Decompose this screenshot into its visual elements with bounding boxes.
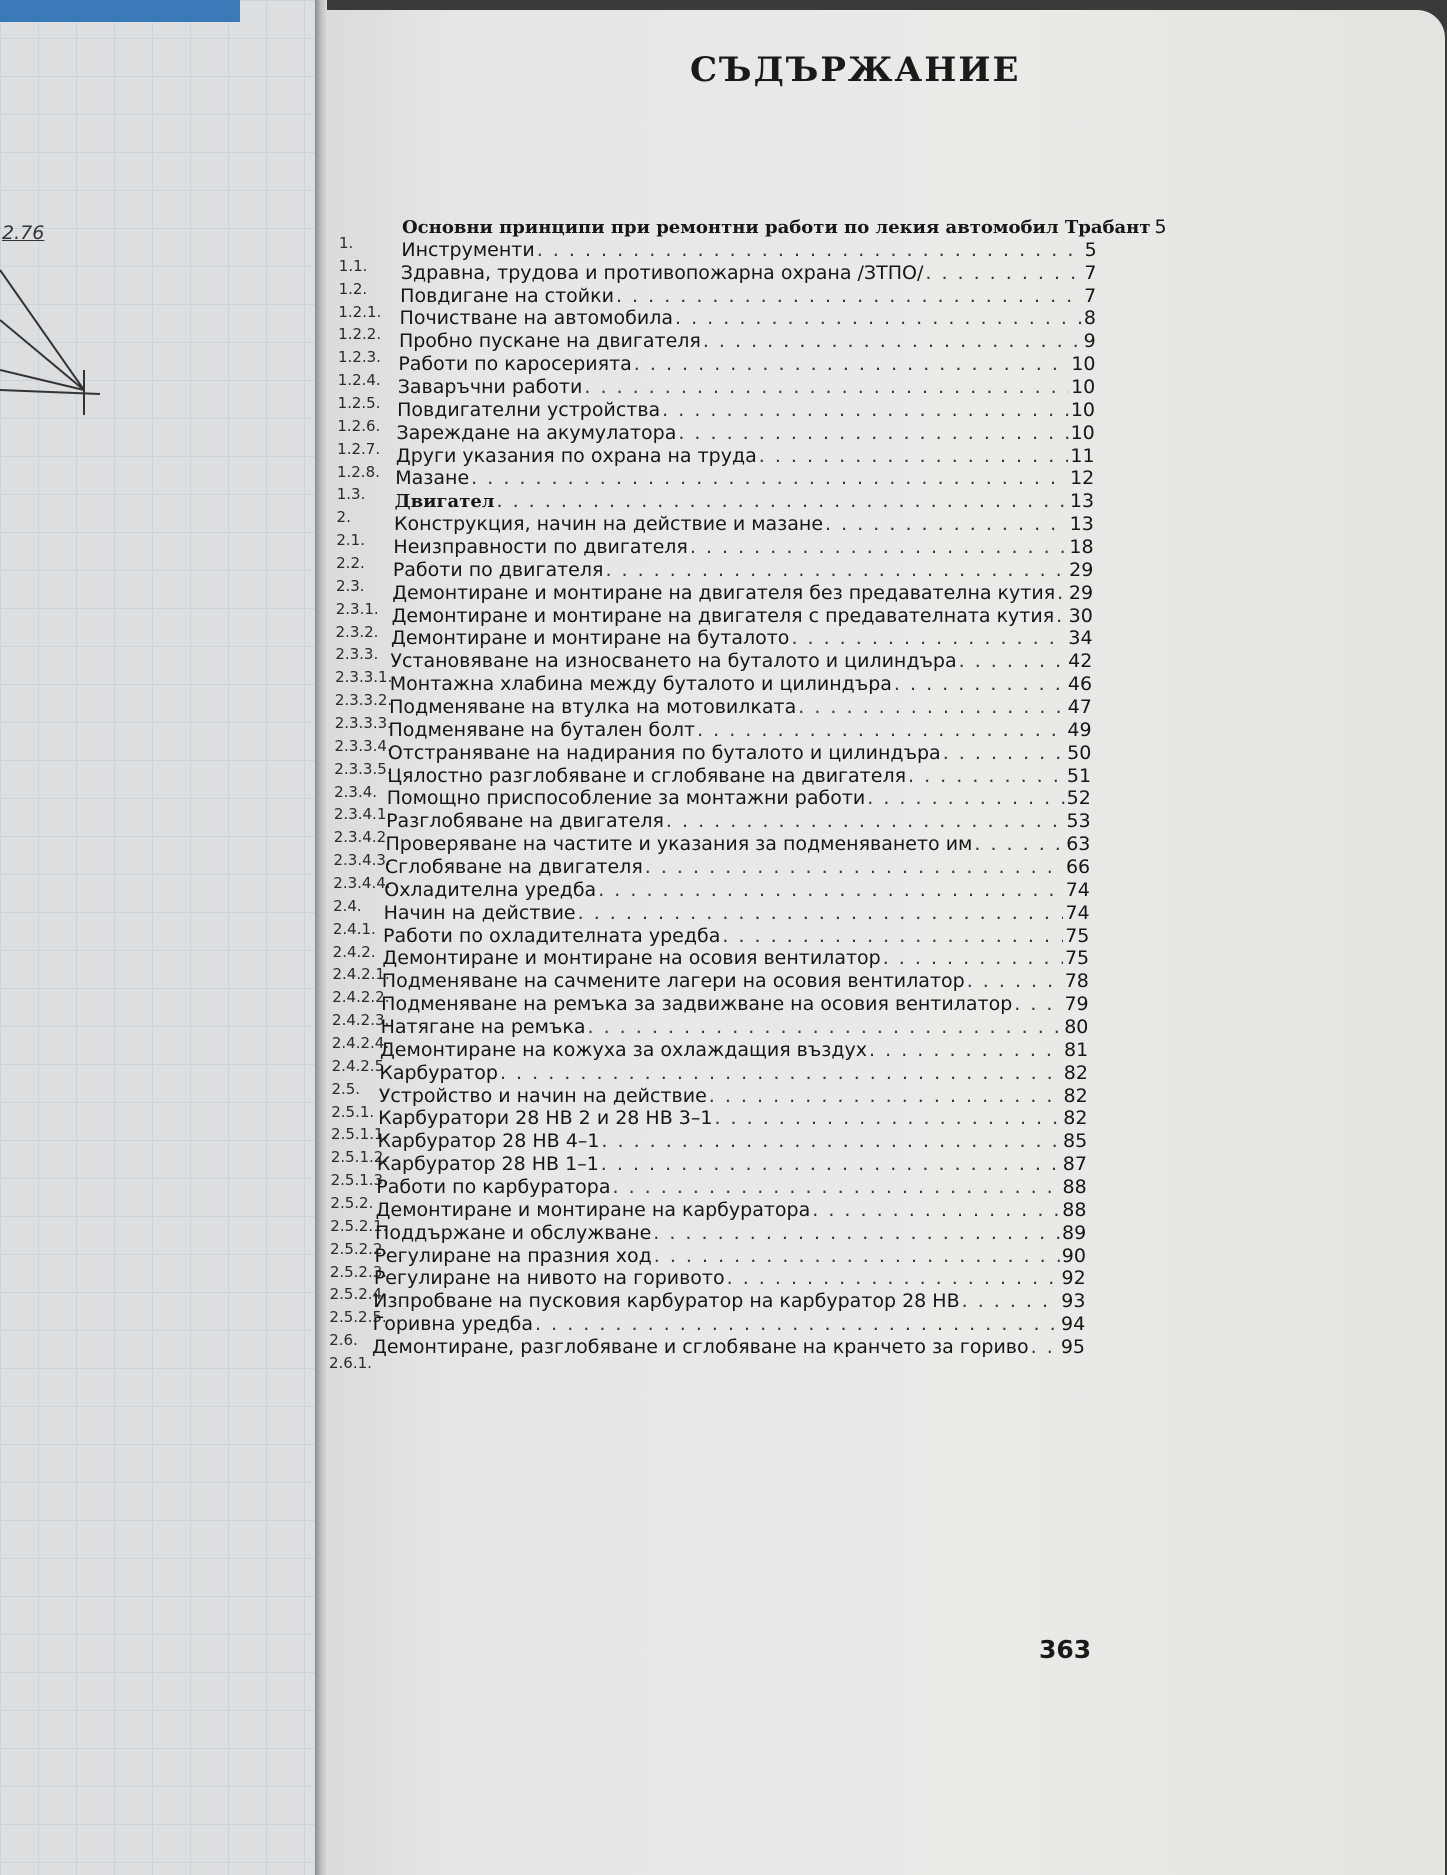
toc-number: 2.3. (335, 576, 365, 595)
toc-page-number: 46 (1067, 673, 1093, 696)
toc-number: 2. (336, 508, 351, 527)
toc-leader-dots (471, 467, 1068, 489)
toc-number: 2.5.2.4. (329, 1285, 387, 1304)
toc-number: 2.3.3. (335, 645, 379, 664)
toc-entry[interactable] (383, 925, 1089, 947)
blue-tab (0, 0, 240, 22)
toc-leader-dots (722, 925, 1063, 947)
toc-entry[interactable] (393, 536, 1093, 558)
toc-entry[interactable] (374, 1245, 1086, 1267)
toc-entry-title: Демонтиране и монтиране на осовия вентилатор (382, 947, 881, 970)
toc-page-number: 51 (1066, 764, 1092, 787)
toc-page-number: 82 (1063, 1061, 1088, 1084)
toc-entry-title: Подменяване на бутален болт (388, 718, 696, 741)
toc-entry-title: Регулиране на празния ход (374, 1244, 652, 1267)
toc-leader-dots (812, 1199, 1060, 1221)
toc-page-number: 42 (1068, 650, 1093, 673)
toc-number: 2.5.1.1. (331, 1125, 389, 1144)
toc-page-number: 85 (1063, 1130, 1088, 1153)
toc-page-number: 88 (1062, 1198, 1087, 1221)
toc-entry-title: Сглобяване на двигателя (384, 856, 643, 878)
toc-number: 2.3.3.1. (335, 668, 393, 687)
toc-entry[interactable] (382, 970, 1089, 992)
toc-entry[interactable] (381, 1016, 1089, 1038)
page-number: 363 (1039, 1635, 1092, 1664)
toc-page-number: 49 (1067, 718, 1092, 741)
toc-page-number: 11 (1070, 444, 1095, 467)
toc-leader-dots (662, 399, 1069, 421)
toc-leader-dots (613, 1176, 1061, 1198)
toc-leader-dots (675, 307, 1082, 329)
toc-entry-title: Подменяване на втулка на мотовилката (389, 696, 797, 718)
toc-page-number: 29 (1068, 581, 1094, 604)
toc-entry[interactable] (398, 376, 1096, 398)
toc-entry-title: Мазане (395, 467, 470, 490)
toc-page-number: 9 (1083, 330, 1096, 353)
toc-entry-title: Охладителна уредба (384, 878, 597, 901)
toc-page-number: 94 (1061, 1313, 1086, 1336)
toc-leader-dots (869, 1039, 1062, 1061)
toc-entry-title: Помощно приспособление за монтажни работи (386, 787, 866, 810)
toc-entry[interactable] (379, 1062, 1088, 1084)
toc-number: 2.4.1. (332, 919, 376, 938)
toc-entry-title: Отстраняване на надирания по буталото и цилиндъра (387, 741, 941, 764)
toc-entry-title: Цялостно разглобяване и сглобяване на двигателя (387, 764, 907, 787)
toc-page-number: 7 (1084, 261, 1097, 284)
toc-entry[interactable] (397, 399, 1095, 421)
toc-number: 2.4.2.5. (331, 1056, 389, 1075)
toc-page-number: 10 (1071, 376, 1096, 398)
toc-entry[interactable] (401, 239, 1096, 261)
toc-number: 2.5.1.3. (330, 1171, 388, 1190)
toc-entry-title: Работи по охладителната уредба (383, 924, 721, 947)
toc-page-number: 12 (1070, 467, 1095, 490)
toc-entry-title: Горивна уредба (372, 1313, 534, 1336)
toc-entry[interactable] (393, 559, 1094, 581)
toc-entry-title: Подменяване на сачмените лагери на осовия вентилатор (381, 970, 965, 993)
toc-leader-dots (537, 239, 1083, 261)
toc-leader-dots (967, 970, 1063, 992)
toc-page-number: 30 (1068, 604, 1093, 627)
toc-number: 1.2.6. (337, 416, 381, 435)
toc-entry-title: Двигател (394, 491, 495, 513)
toc-entry[interactable] (396, 445, 1095, 467)
toc-page-number: 66 (1065, 856, 1091, 878)
toc-page-number: 10 (1070, 421, 1095, 444)
toc-number: 2.4.2.3. (332, 1011, 390, 1030)
toc-number: 1.3. (336, 485, 366, 504)
toc-number: 2.1. (336, 531, 365, 550)
toc-leader-dots (791, 627, 1066, 649)
toc-entry-title: Карбуратори 28 HB 2 и 28 HB 3–1 (378, 1107, 713, 1130)
toc-leader-dots (535, 1313, 1059, 1335)
toc-page-number: 18 (1069, 536, 1094, 558)
toc-entry-title: Повдигателни устройства (397, 398, 661, 421)
toc-entry[interactable] (376, 1199, 1087, 1221)
toc-number: 2.3.4.2. (333, 828, 391, 847)
toc-entry[interactable] (385, 833, 1090, 855)
toc-leader-dots (598, 879, 1063, 901)
toc-entry[interactable] (372, 1336, 1085, 1358)
toc-entry-title: Заваръчни работи (397, 376, 583, 398)
toc-entry[interactable] (392, 582, 1093, 604)
toc-number: 2.3.4.1. (333, 805, 392, 824)
toc-entry[interactable] (395, 467, 1094, 489)
toc-entry-title: Подменяване на ремъка за задвижване на осовия вентилатор (381, 993, 1013, 1016)
toc-entry-title: Демонтиране и монтиране на буталото (390, 627, 790, 650)
toc-number: 2.3.3.3. (334, 714, 392, 732)
toc-entry-title: Установяване на износването на буталото и цилиндъра (390, 650, 957, 673)
toc-leader-dots (588, 1016, 1063, 1038)
toc-entry-title: Зареждане на акумулатора (396, 421, 677, 444)
table-of-contents (327, 10, 1445, 1875)
toc-entry[interactable] (394, 513, 1094, 535)
toc-leader-dots (601, 1153, 1061, 1175)
toc-entry-title: Карбуратор (379, 1061, 498, 1084)
toc-leader-dots (634, 353, 1070, 375)
toc-entry[interactable] (387, 787, 1091, 809)
toc-number: 2.6. (329, 1331, 358, 1350)
toc-entry-title: Почистване на автомобила (399, 307, 673, 330)
toc-entry-title: Проверяване на частите и указания за подменяването им (385, 833, 973, 856)
toc-entry-title: Инструменти (401, 238, 535, 261)
toc-page-number: 52 (1066, 787, 1091, 810)
toc-section-header[interactable] (395, 490, 1094, 512)
toc-leader-dots (709, 1085, 1062, 1107)
toc-entry-title: Конструкция, начин на действие и мазане (394, 513, 824, 536)
toc-entry-title: Основни принципи при ремонтни работи по лекия автомобил Трабант (402, 217, 1151, 238)
toc-number: 2.5.1.2. (330, 1148, 389, 1167)
toc-page-number: 8 (1083, 307, 1097, 330)
toc-page-number: 74 (1065, 878, 1090, 901)
toc-entry[interactable] (385, 856, 1090, 878)
toc-leader-dots (714, 1107, 1061, 1129)
toc-page-number: 78 (1064, 970, 1089, 993)
toc-number: 2.3.3.5. (334, 759, 392, 778)
toc-leader-dots (653, 1222, 1060, 1244)
toc-leader-dots (974, 833, 1064, 855)
toc-leader-dots (703, 330, 1082, 352)
toc-entry-title: Поддържане и обслужване (375, 1221, 652, 1244)
toc-leader-dots (943, 742, 1065, 764)
toc-leader-dots (1057, 582, 1067, 604)
toc-entry[interactable] (373, 1313, 1086, 1335)
toc-page-number: 29 (1069, 558, 1094, 581)
toc-entry[interactable] (380, 1039, 1088, 1061)
toc-leader-dots (1056, 605, 1066, 627)
toc-number: 1.2.8. (336, 462, 380, 481)
toc-page-number: 53 (1066, 810, 1091, 833)
toc-entry-title: Работи по двигателя (392, 558, 604, 581)
toc-entry-title: Изпробване на пусковия карбуратор на карбуратор 28 HB (373, 1290, 960, 1313)
toc-number: 1.2.5. (337, 394, 381, 412)
toc-page-number: 82 (1063, 1107, 1088, 1130)
toc-entry[interactable] (381, 993, 1088, 1015)
toc-entry-title: Демонтиране, разглобяване и сглобяване на кранчето за гориво (372, 1336, 1029, 1358)
toc-number: 2.3.4.4. (333, 874, 391, 892)
toc-page-number: 74 (1065, 901, 1090, 924)
toc-number: 1.2.7. (337, 439, 381, 458)
toc-number: 2.3.4. (334, 782, 378, 801)
toc-entry[interactable] (389, 696, 1092, 718)
toc-number: 2.5.1. (331, 1102, 375, 1121)
toc-number: 2.3.3.4. (334, 736, 392, 755)
toc-number: 2.3.3.2. (334, 691, 393, 710)
toc-leader-dots (883, 947, 1063, 969)
toc-number: 2.4.2. (332, 942, 376, 961)
toc-leader-dots (798, 696, 1065, 718)
toc-number: 2.5.2.1. (330, 1216, 388, 1235)
contents-page (327, 10, 1445, 1875)
toc-number: 1.2.4. (337, 371, 381, 390)
toc-entry[interactable] (377, 1153, 1087, 1175)
figure-label: 2.76 (2, 222, 45, 244)
toc-entry[interactable] (373, 1290, 1085, 1312)
toc-entry-title: Демонтиране и монтиране на карбуратора (375, 1198, 811, 1221)
toc-entry-title: Пробно пускане на двигателя (398, 330, 701, 353)
toc-entry[interactable] (379, 1085, 1088, 1107)
toc-number: 2.5. (331, 1079, 361, 1098)
toc-number: 2.4.2.2. (332, 988, 390, 1007)
toc-number: 2.6.1. (329, 1354, 372, 1372)
toc-page-number: 93 (1061, 1290, 1086, 1313)
toc-leader-dots (678, 422, 1068, 444)
toc-page-number: 47 (1067, 696, 1092, 718)
toc-entry[interactable] (386, 810, 1091, 832)
toc-leader-dots (1031, 1336, 1059, 1358)
toc-number: 2.4. (333, 896, 362, 915)
toc-number: 2.4.2.1. (332, 965, 390, 984)
toc-entry-title: Демонтиране на кожуха за охлаждащия въздух (379, 1038, 868, 1061)
toc-page-number: 75 (1064, 947, 1090, 970)
toc-number: 1.2.2. (338, 325, 382, 344)
toc-leader-dots (867, 787, 1064, 809)
toc-number: 1.2.1. (338, 302, 382, 321)
toc-entry-title: Други указания по охрана на труда (395, 444, 757, 467)
toc-leader-dots (908, 765, 1065, 787)
toc-entry[interactable] (387, 765, 1091, 787)
toc-leader-dots (697, 719, 1065, 741)
toc-entry-title: Повдигане на стойки (400, 284, 614, 307)
toc-entry[interactable] (400, 285, 1096, 307)
toc-leader-dots (645, 856, 1064, 878)
toc-leader-dots (727, 1267, 1060, 1289)
toc-entry-title: Разглобяване на двигателя (386, 810, 664, 833)
toc-page-number: 75 (1065, 924, 1090, 947)
toc-page-number: 5 (1154, 216, 1167, 238)
toc-entry-title: Здравна, трудова и противопожарна охрана /ЗТПО/ (400, 261, 924, 284)
toc-page-number: 82 (1063, 1084, 1088, 1107)
toc-page-number: 13 (1069, 513, 1094, 536)
toc-number: 2.3.2. (335, 622, 379, 641)
toc-entry-title: Натягане на ремъка (380, 1016, 586, 1038)
toc-entry-title: Начин на действие (383, 901, 576, 924)
toc-entry[interactable] (398, 353, 1095, 375)
toc-number: 2.5.2.2. (330, 1239, 388, 1258)
toc-page-number: 81 (1063, 1038, 1089, 1061)
toc-leader-dots (497, 490, 1068, 512)
toc-page-number: 92 (1061, 1267, 1086, 1290)
toc-entry[interactable] (374, 1267, 1086, 1289)
toc-number: 1.2.3. (337, 348, 381, 367)
toc-page-number: 10 (1071, 353, 1096, 376)
page-title: СЪДЪРЖАНИЕ (690, 50, 1021, 90)
toc-number: 2.4.2.4. (331, 1034, 390, 1052)
toc-page-number: 34 (1068, 627, 1093, 650)
toc-entry[interactable] (384, 902, 1090, 924)
toc-number: 2.5.2.3. (329, 1262, 388, 1281)
left-page (0, 0, 315, 1875)
toc-number: 2.5.2. (330, 1194, 374, 1212)
toc-leader-dots (925, 262, 1082, 284)
toc-entry-title: Карбуратор 28 HB 4–1 (377, 1130, 600, 1153)
toc-entry-title: Работи по карбуратора (376, 1176, 611, 1198)
toc-leader-dots (1014, 993, 1062, 1015)
toc-page-number: 90 (1061, 1244, 1086, 1267)
toc-number: 1.1. (338, 256, 368, 275)
toc-entry[interactable] (391, 627, 1093, 649)
toc-entry-title: Монтажна хлабина между буталото и цилиндъра (389, 673, 892, 696)
toc-leader-dots (894, 673, 1066, 695)
toc-entry[interactable] (382, 947, 1089, 969)
toc-entry[interactable] (378, 1107, 1087, 1129)
toc-page-number: 87 (1062, 1153, 1087, 1176)
toc-section-header[interactable] (402, 216, 1167, 238)
toc-page-number: 13 (1069, 490, 1095, 513)
toc-leader-dots (825, 513, 1068, 535)
toc-number: 2.3.4.3. (333, 851, 391, 870)
toc-entry-title: Работи по каросерията (398, 353, 632, 376)
toc-leader-dots (962, 1290, 1060, 1312)
toc-number: 2.2. (336, 554, 365, 572)
toc-entry[interactable] (390, 673, 1092, 695)
toc-leader-dots (616, 285, 1082, 307)
toc-entry[interactable] (388, 742, 1091, 764)
toc-entry-title: Неизправности по двигателя (393, 536, 688, 558)
toc-number: 1. (339, 234, 354, 252)
toc-leader-dots (500, 1062, 1062, 1084)
book-spine (315, 0, 327, 1875)
toc-number: 2.5.2.5. (329, 1308, 387, 1327)
toc-entry[interactable] (375, 1222, 1086, 1244)
toc-entry[interactable] (399, 330, 1096, 352)
toc-entry[interactable] (376, 1176, 1086, 1198)
toc-page-number: 88 (1062, 1176, 1087, 1198)
toc-entry[interactable] (389, 719, 1092, 741)
toc-entry[interactable] (400, 307, 1096, 329)
toc-entry-title: Карбуратор 28 HB 1–1 (376, 1153, 599, 1176)
toc-number: 1.2. (338, 279, 368, 298)
toc-entry-title: Регулиране на нивото на горивото (373, 1267, 725, 1290)
toc-leader-dots (690, 536, 1068, 558)
toc-entry[interactable] (392, 605, 1093, 627)
toc-leader-dots (605, 559, 1067, 581)
toc-page-number: 80 (1064, 1016, 1089, 1038)
toc-page-number: 95 (1060, 1336, 1085, 1358)
toc-page-number: 63 (1066, 833, 1091, 856)
toc-leader-dots (666, 810, 1065, 832)
figure-drawing (0, 260, 315, 460)
toc-entry-title: Демонтиране и монтиране на двигателя без предавателна кутия (392, 581, 1056, 604)
toc-page-number: 89 (1062, 1221, 1087, 1244)
toc-number: 2.3.1. (335, 599, 379, 618)
toc-entry-title: Демонтиране и монтиране на двигателя с предавателната кутия (391, 604, 1055, 627)
toc-entry-title: Устройство и начин на действие (378, 1084, 707, 1107)
toc-page-number: 50 (1067, 741, 1092, 764)
toc-entry[interactable] (390, 650, 1092, 672)
toc-leader-dots (578, 902, 1064, 924)
toc-entry[interactable] (384, 879, 1090, 901)
toc-leader-dots (584, 376, 1069, 398)
toc-page-number: 79 (1064, 993, 1089, 1016)
toc-leader-dots (759, 445, 1069, 467)
toc-entry[interactable] (396, 422, 1094, 444)
toc-leader-dots (601, 1130, 1061, 1152)
toc-leader-dots (654, 1245, 1060, 1267)
toc-page-number: 7 (1084, 284, 1097, 307)
toc-leader-dots (959, 650, 1067, 672)
toc-entry[interactable] (378, 1130, 1088, 1152)
toc-entry[interactable] (401, 262, 1097, 284)
toc-page-number: 5 (1084, 238, 1097, 261)
toc-page-number: 10 (1070, 398, 1096, 421)
